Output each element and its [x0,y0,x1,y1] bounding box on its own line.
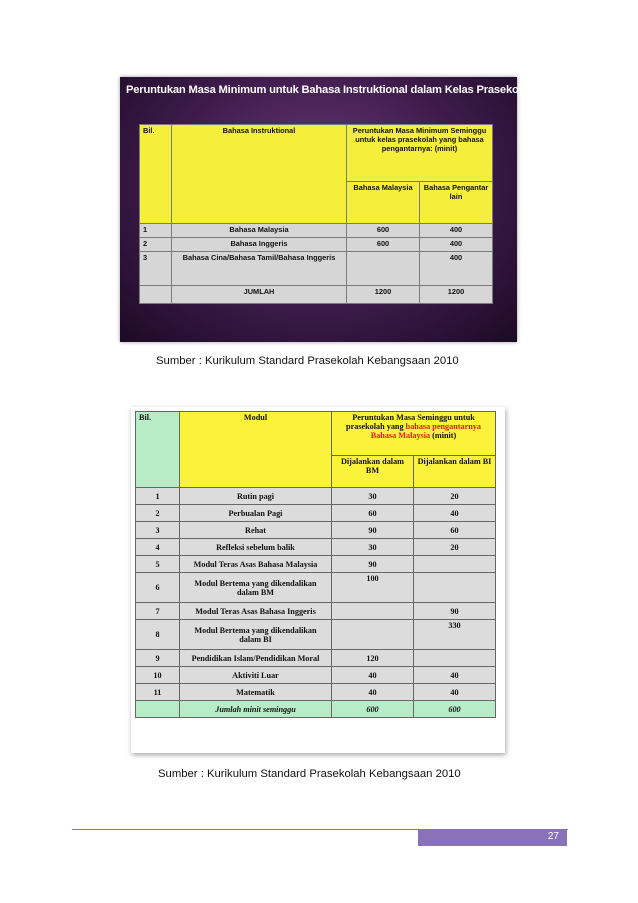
table-row-total [140,286,493,304]
cell-bil: 4 [136,539,180,556]
cell-lain: 400 [420,238,493,252]
cell-bi [414,650,496,667]
slide-image-2 [131,407,505,753]
cell-bm: 120 [332,650,414,667]
cell-modul: Aktiviti Luar [180,667,332,684]
table-row [136,620,496,650]
cell-bm [347,252,420,286]
cell-bil: 7 [136,603,180,620]
table-row [136,539,496,556]
cell-bi: 40 [414,505,496,522]
cell-lain: 400 [420,224,493,238]
header-peruntukan-highlight: bahasa pengantarnya Bahasa Malaysia [370,422,481,440]
table-row [136,667,496,684]
header-bahasa: Bahasa Instruktional [172,125,347,224]
header-bil: Bil. [136,412,180,488]
cell-total-label: Jumlah minit seminggu [180,701,332,718]
cell-modul: Modul Teras Asas Bahasa Malaysia [180,556,332,573]
cell-bil: 3 [136,522,180,539]
cell-bm: 40 [332,684,414,701]
table-row-total [136,701,496,718]
cell-bi: 60 [414,522,496,539]
caption-source-2: Sumber : Kurikulum Standard Prasekolah Kebangsaan 2010 [158,768,461,780]
cell-bi: 90 [414,603,496,620]
cell-bm: 40 [332,667,414,684]
cell-bi: 20 [414,488,496,505]
cell-total-bm: 600 [332,701,414,718]
cell-bil: 10 [136,667,180,684]
cell-bahasa: Bahasa Malaysia [172,224,347,238]
header-dijalankan-bm: Dijalankan dalam BM [332,456,414,488]
cell-bm [332,603,414,620]
cell-bm: 100 [332,573,414,603]
cell-bil: 11 [136,684,180,701]
header-peruntukan: Peruntukan Masa Minimum Seminggu untuk kelas prasekolah yang bahasa pengantarnya: (minit) [347,125,493,182]
table-modul [135,411,496,718]
cell-modul: Refleksi sebelum balik [180,539,332,556]
cell-modul: Modul Bertema yang dikendalikan dalam BM [180,573,332,603]
cell-bil: 1 [136,488,180,505]
slide1-title: Peruntukan Masa Minimum untuk Bahasa Instruktional dalam Kelas Prasekolah [126,84,535,96]
cell-bi: 40 [414,684,496,701]
header-peruntukan-text: Peruntukan Masa Seminggu untuk prasekolah yang [346,413,475,431]
cell-modul: Matematik [180,684,332,701]
header-dijalankan-bi: Dijalankan dalam BI [414,456,496,488]
cell-bi: 40 [414,667,496,684]
cell-bil: 9 [136,650,180,667]
header-peruntukan-unit: (minit) [430,431,457,440]
table-row [140,238,493,252]
cell-modul: Modul Bertema yang dikendalikan dalam BI [180,620,332,650]
cell-bm: 30 [332,488,414,505]
cell-modul: Perbualan Pagi [180,505,332,522]
cell-modul: Pendidikan Islam/Pendidikan Moral [180,650,332,667]
header-peruntukan [332,412,496,456]
page-number: 27 [547,831,559,842]
cell-bil: 2 [136,505,180,522]
cell-bil: 5 [136,556,180,573]
table-row [136,522,496,539]
page-number-box [418,829,567,846]
cell-bil: 1 [140,224,172,238]
cell-modul: Modul Teras Asas Bahasa Inggeris [180,603,332,620]
cell-bi: 330 [414,620,496,650]
table-row [136,488,496,505]
header-modul: Modul [180,412,332,488]
cell-bi [414,556,496,573]
cell-bil: 6 [136,573,180,603]
table-row [140,252,493,286]
cell-bil: 2 [140,238,172,252]
header-bahasa-malaysia: Bahasa Malaysia [347,182,420,224]
table-row [136,573,496,603]
cell-bi: 20 [414,539,496,556]
cell-total-bm: 1200 [347,286,420,304]
table-row [136,650,496,667]
cell-bahasa: Bahasa Cina/Bahasa Tamil/Bahasa Inggeris [172,252,347,286]
cell-bm: 30 [332,539,414,556]
caption-source-1: Sumber : Kurikulum Standard Prasekolah Kebangsaan 2010 [156,355,459,367]
cell-total-bi: 600 [414,701,496,718]
header-bahasa-lain: Bahasa Pengantar lain [420,182,493,224]
slide-image-1 [120,77,535,342]
cell-modul: Rutin pagi [180,488,332,505]
cell-bahasa: Bahasa Inggeris [172,238,347,252]
cell-total-lain: 1200 [420,286,493,304]
header-bil: Bil. [140,125,172,224]
cell-bi [414,573,496,603]
cell-bm: 90 [332,556,414,573]
table-row [136,603,496,620]
cell-bil: 3 [140,252,172,286]
cell-total-label: JUMLAH [172,286,347,304]
table-bahasa-instruktional [139,124,493,304]
cell-modul: Rehat [180,522,332,539]
cell-bm: 60 [332,505,414,522]
table-row [136,505,496,522]
cell-bm [332,620,414,650]
cell-lain: 400 [420,252,493,286]
cell-bm: 600 [347,238,420,252]
table-row [136,684,496,701]
table-row [140,224,493,238]
cell-bm: 90 [332,522,414,539]
cell-bm: 600 [347,224,420,238]
cell-bil: 8 [136,620,180,650]
table-row [136,556,496,573]
